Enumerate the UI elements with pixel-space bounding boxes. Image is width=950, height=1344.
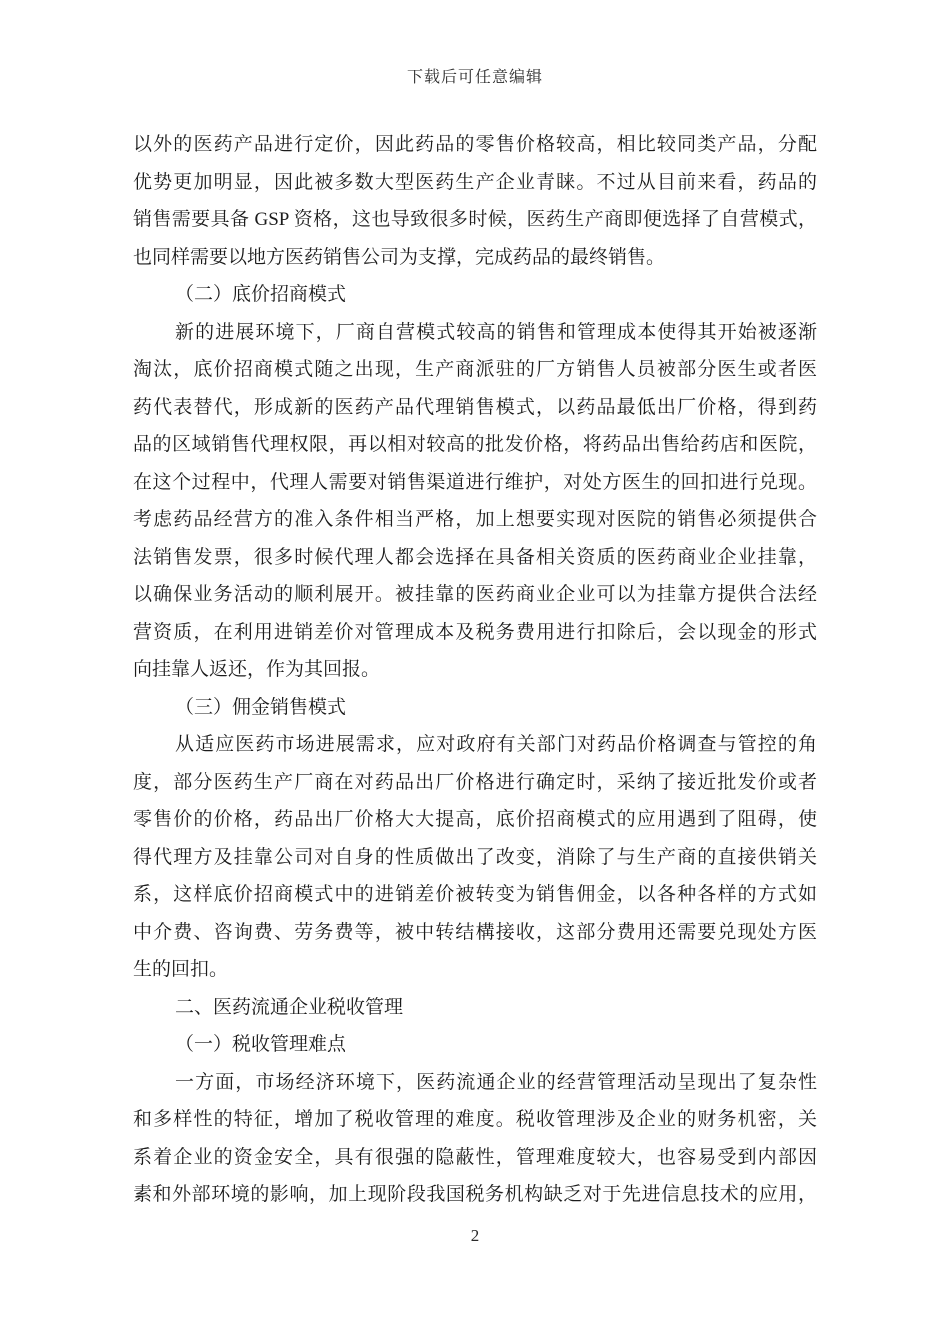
edit-watermark-text: 下载后可任意编辑 [406,69,543,86]
text-line: 二、医药流通企业税收管理 [175,996,404,1018]
text-line: 优势更加明显，因此被多数大型医药生产企业青睐。不过从目前来看，药品的 [133,171,817,193]
text-line: 从适应医药市场进展需求，应对政府有关部门对药品价格调查与管控的角 [175,734,817,755]
document-body [133,126,817,1214]
text-line: 向挂靠人返还，作为其回报。 [133,659,381,680]
text-line: 法销售发票，很多时候代理人都会选择在具备相关资质的医药商业企业挂靠， [133,546,817,568]
text-line: 品的区域销售代理权限，再以相对较高的批发价格，将药品出售给药店和医院， [133,434,817,455]
text-line: 销售需要具备 GSP 资格，这也导致很多时候，医药生产商即便选择了自营模式， [133,209,817,230]
text-line: 系着企业的资金安全，具有很强的隐蔽性，管理难度较大，也容易受到内部因 [133,1146,817,1168]
text-line: （三）佣金销售模式 [175,696,347,718]
text-line: 新的进展环境下，厂商自营模式较高的销售和管理成本使得其开始被逐渐 [175,321,817,343]
text-line: 和多样性的特征，增加了税收管理的难度。税收管理涉及企业的财务机密，关 [133,1109,817,1130]
text-line: 也同样需要以地方医药销售公司为支撑，完成药品的最终销售。 [133,246,666,268]
text-line: 中介费、咨询费、劳务费等，被中转结構接收，这部分费用还需要兑现处方医 [133,921,817,943]
text-line: 药代表替代，形成新的医药产品代理销售模式，以药品最低出厂价格，得到药 [133,396,817,418]
text-line: 零售价的价格，药品出厂价格大大提高，底价招商模式的应用遇到了阻碍，使 [133,809,817,830]
text-line: 在这个过程中，代理人需要对销售渠道进行维护，对处方医生的回扣进行兑现。 [133,471,817,493]
text-line: 淘汰，底价招商模式随之出现，生产商派驻的厂方销售人员被部分医生或者医 [133,359,817,380]
text-line: 以确保业务活动的顺利展开。被挂靠的医药商业企业可以为挂靠方提供合法经 [133,584,817,605]
text-line: 一方面，市场经济环境下，医药流通企业的经营管理活动呈现出了复杂性 [175,1071,817,1093]
text-line: 得代理方及挂靠公司对自身的性质做出了改变，消除了与生产商的直接供销关 [133,846,817,868]
text-line: 度，部分医药生产厂商在对药品出厂价格进行确定时，采纳了接近批发价或者 [133,771,817,793]
text-line: 素和外部环境的影响，加上现阶段我国税务机构缺乏对于先进信息技术的应用， [133,1184,817,1205]
page-number: 2 [470,1226,480,1245]
text-line: （二）底价招商模式 [175,284,347,305]
text-line: 系，这样底价招商模式中的进销差价被转变为销售佣金，以各种各样的方式如 [133,884,817,905]
text-line: 考虑药品经营方的准入条件相当严格，加上想要实现对医院的销售必须提供合 [133,509,817,530]
text-line: 营资质，在利用进销差价对管理成本及税务费用进行扣除后，会以现金的形式 [133,621,817,643]
text-line: （一）税收管理难点 [175,1034,347,1055]
text-line: 以外的医药产品进行定价，因此药品的零售价格较高，相比较同类产品，分配 [133,134,817,155]
text-line: 生的回扣。 [133,959,229,980]
